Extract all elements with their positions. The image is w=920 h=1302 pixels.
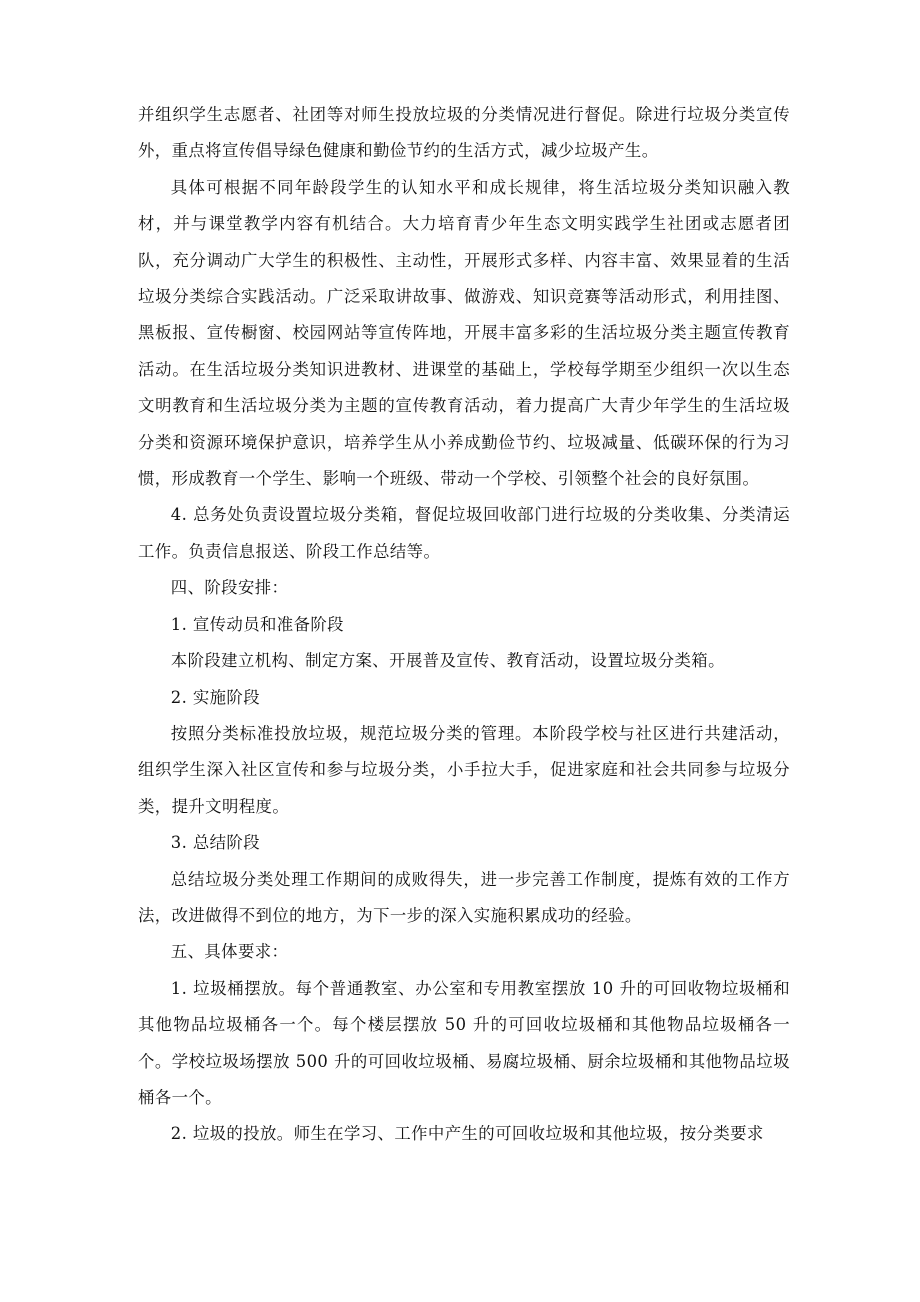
- document-page: [138, 97, 790, 1153]
- stage-heading-summary: 3. 总结阶段: [170, 833, 261, 853]
- section-heading-requirements: 五、具体要求：: [170, 942, 289, 962]
- paragraph-bin-placement: 1. 垃圾桶摆放。每个普通教室、办公室和专用教室摆放 10 升的可回收物垃圾桶和其他物品垃圾桶各一个。每个楼层摆放 50 升的可回收垃圾桶和其他物品垃圾桶各一个。学校垃圾场摆放 500 升的可回收垃圾桶、易腐垃圾桶、厨余垃圾桶和其他物品垃圾桶各一个。: [138, 978, 790, 1107]
- paragraph-waste-disposal: 2. 垃圾的投放。师生在学习、工作中产生的可回收垃圾和其他垃圾，按分类要求: [170, 1124, 764, 1144]
- paragraph-general-affairs: 4. 总务处负责设置垃圾分类箱，督促垃圾回收部门进行垃圾的分类收集、分类清运工作。负责信息报送、阶段工作总结等。: [138, 505, 790, 561]
- paragraph-summary: 总结垃圾分类处理工作期间的成败得失，进一步完善工作制度，提炼有效的工作方法，改进做得不到位的地方，为下一步的深入实施积累成功的经验。: [138, 869, 790, 925]
- stage-heading-preparation: 1. 宣传动员和准备阶段: [170, 614, 344, 634]
- paragraph-implementation: 按照分类标准投放垃圾，规范垃圾分类的管理。本阶段学校与社区进行共建活动，组织学生深入社区宣传和参与垃圾分类，小手拉大手，促进家庭和社会共同参与垃圾分类，提升文明程度。: [138, 723, 790, 816]
- paragraph-preparation: 本阶段建立机构、制定方案、开展普及宣传、教育活动，设置垃圾分类箱。: [170, 651, 725, 671]
- stage-heading-implementation: 2. 实施阶段: [170, 687, 261, 707]
- paragraph-supervision: 并组织学生志愿者、社团等对师生投放垃圾的分类情况进行督促。除进行垃圾分类宣传外，重点将宣传倡导绿色健康和勤俭节约的生活方式，减少垃圾产生。: [138, 105, 790, 161]
- paragraph-education-activities: 具体可根据不同年龄段学生的认知水平和成长规律，将生活垃圾分类知识融入教材，并与课堂教学内容有机结合。大力培育青少年生态文明实践学生社团或志愿者团队，充分调动广大学生的积极性、主动性，开展形式多样、内容丰富、效果显着的生活垃圾分类综合实践活动。广泛采取讲故事、做游戏、知识竞赛等活动形式，利用挂图、黑板报、宣传橱窗、校园网站等宣传阵地，开展丰富多彩的生活垃圾分类主题宣传教育活动。在生活垃圾分类知识进教材、进课堂的基础上，学校每学期至少组织一次以生态文明教育和生活垃圾分类为主题的宣传教育活动，着力提高广大青少年学生的生活垃圾分类和资源环境保护意识，培养学生从小养成勤俭节约、垃圾减量、低碳环保的行为习惯，形成教育一个学生、影响一个班级、带动一个学校、引领整个社会的良好氛围。: [138, 177, 790, 489]
- section-heading-stages: 四、阶段安排：: [170, 578, 289, 598]
